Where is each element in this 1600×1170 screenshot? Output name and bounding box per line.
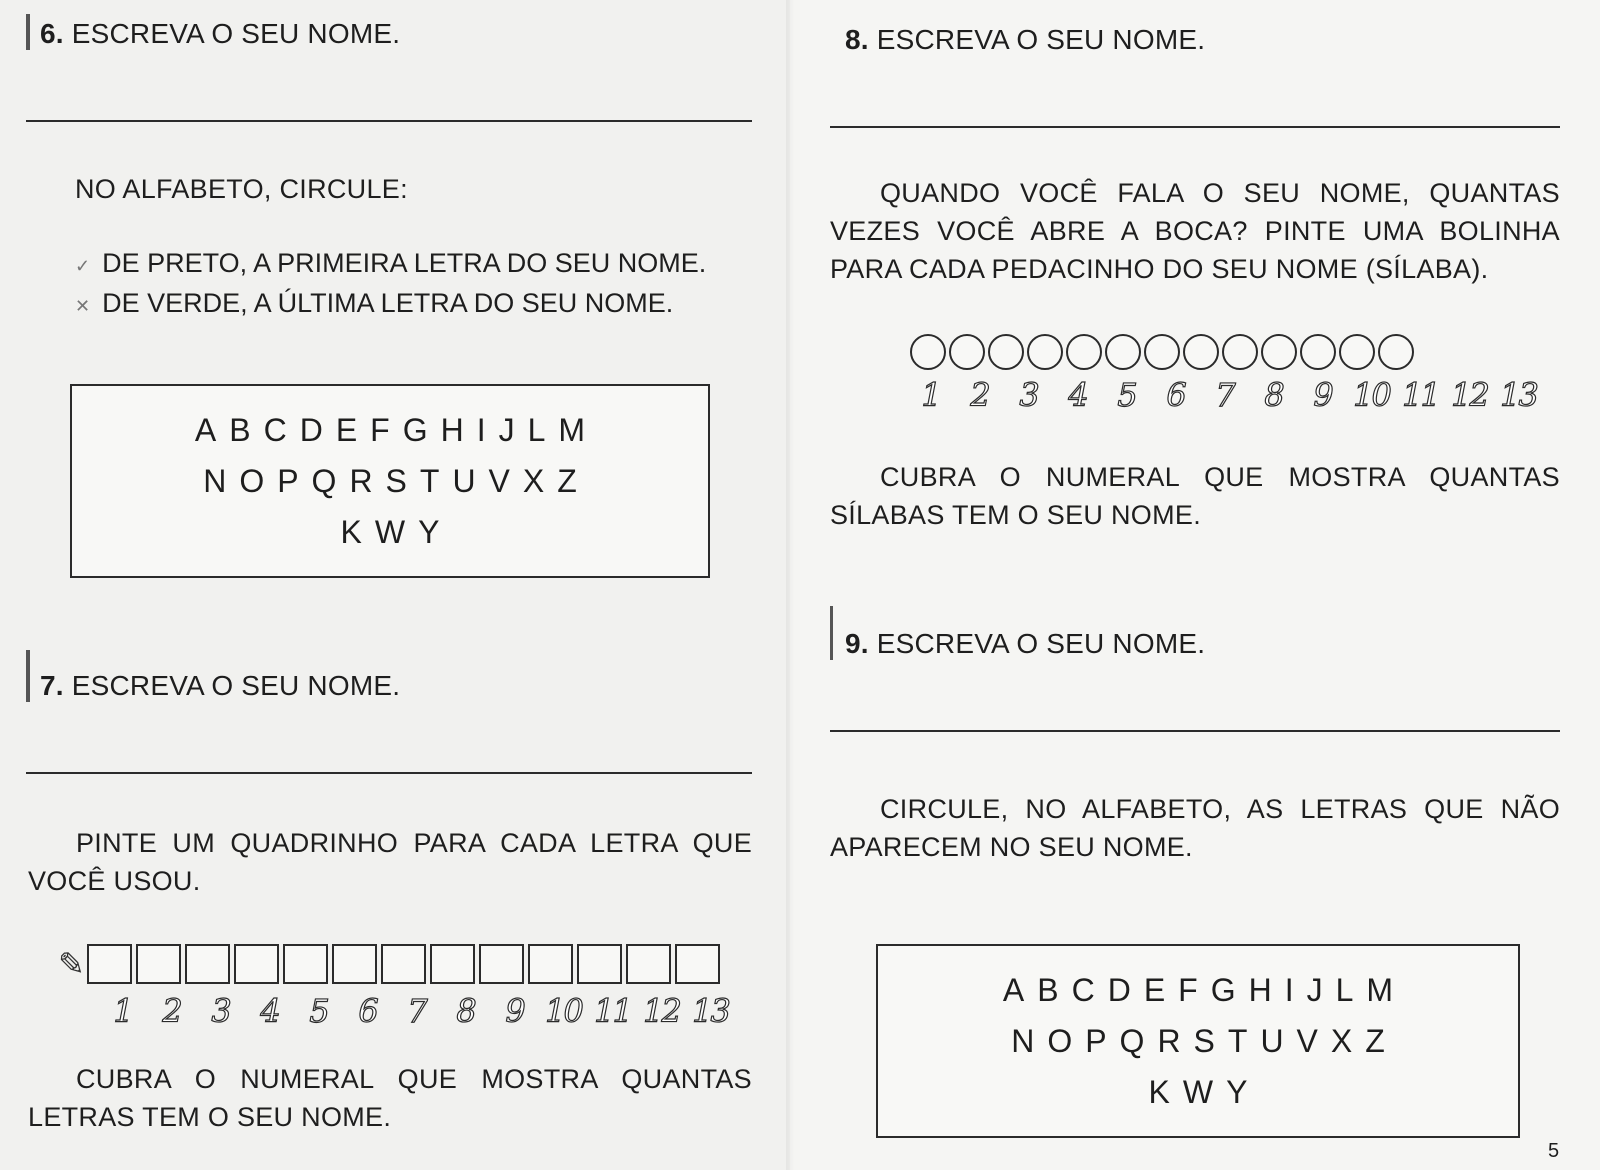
scan-mark	[26, 14, 30, 50]
syllable-circle[interactable]	[949, 334, 985, 370]
bullet-first-letter	[75, 248, 706, 279]
numeral-4[interactable]: 4	[1068, 376, 1087, 414]
numeral-8[interactable]: 8	[456, 992, 475, 1030]
numeral-6[interactable]: 6	[358, 992, 377, 1030]
letter-squares	[87, 944, 720, 984]
numeral-10[interactable]: 10	[1353, 376, 1390, 414]
pencil-icon: ✎	[58, 946, 85, 982]
letter-square[interactable]	[332, 944, 377, 984]
letter-square[interactable]	[479, 944, 524, 984]
scan-mark	[830, 606, 833, 660]
exercise-6-number: 6.	[40, 18, 64, 49]
letter-square[interactable]	[626, 944, 671, 984]
letter-square[interactable]	[528, 944, 573, 984]
syllable-circle[interactable]	[1144, 334, 1180, 370]
alphabet-box-9	[876, 944, 1520, 1138]
letter-squares-row	[58, 944, 720, 984]
letter-square[interactable]	[234, 944, 279, 984]
syllable-circle[interactable]	[910, 334, 946, 370]
bullet-icon: ✕	[75, 296, 91, 316]
alphabet-row-2[interactable]: NOPQRSTUVXZ	[1011, 1022, 1398, 1059]
syllable-circle[interactable]	[1300, 334, 1336, 370]
numeral-9[interactable]: 9	[505, 992, 524, 1030]
exercise-9-instruction: CIRCULE, NO ALFABETO, AS LETRAS QUE NÃO APARECEM NO SEU NOME.	[830, 794, 1560, 862]
syllable-circle[interactable]	[988, 334, 1024, 370]
scan-mark	[26, 650, 30, 702]
numeral-1[interactable]: 1	[113, 992, 132, 1030]
numeral-6[interactable]: 6	[1166, 376, 1185, 414]
syllable-circle[interactable]	[1066, 334, 1102, 370]
numeral-7[interactable]: 7	[1215, 376, 1234, 414]
page-fold	[786, 0, 794, 1170]
numeral-11[interactable]: 11	[594, 992, 631, 1030]
numeral-12[interactable]: 12	[1451, 376, 1488, 414]
syllable-circle[interactable]	[1183, 334, 1219, 370]
numeral-2[interactable]: 2	[162, 992, 181, 1030]
syllable-circle[interactable]	[1027, 334, 1063, 370]
alphabet-row-3[interactable]: KWY	[1148, 1073, 1261, 1110]
exercise-9-number: 9.	[845, 628, 869, 659]
numeral-2[interactable]: 2	[970, 376, 989, 414]
exercise-8-instruction: QUANDO VOCÊ FALA O SEU NOME, QUANTAS VEZES VOCÊ ABRE A BOCA? PINTE UMA BOLINHA PARA CADA PEDACINHO DO SEU NOME (SÍLABA).	[830, 178, 1560, 284]
letter-square[interactable]	[381, 944, 426, 984]
exercise-8-cover-instruction: CUBRA O NUMERAL QUE MOSTRA QUANTAS SÍLABAS TEM O SEU NOME.	[830, 462, 1560, 530]
exercise-6-instruction: NO ALFABETO, CIRCULE:	[75, 174, 408, 204]
alphabet-row-3[interactable]: KWY	[340, 513, 453, 550]
bullet-first-letter-text: DE PRETO, A PRIMEIRA LETRA DO SEU NOME.	[102, 248, 707, 278]
exercise-8-title: ESCREVA O SEU NOME.	[876, 24, 1206, 55]
exercise-8-number: 8.	[845, 24, 869, 55]
syllable-circle[interactable]	[1261, 334, 1297, 370]
letter-square[interactable]	[430, 944, 475, 984]
numeral-11[interactable]: 11	[1402, 376, 1439, 414]
exercise-6-title: ESCREVA O SEU NOME.	[71, 18, 401, 49]
numeral-9[interactable]: 9	[1313, 376, 1332, 414]
exercise-7-heading	[40, 670, 400, 702]
bullet-last-letter	[75, 288, 673, 319]
syllable-circle[interactable]	[1378, 334, 1414, 370]
exercise-7-number: 7.	[40, 670, 64, 701]
alphabet-row-1[interactable]: ABCDEFGHIJLM	[194, 411, 599, 448]
letter-square[interactable]	[136, 944, 181, 984]
letter-square[interactable]	[87, 944, 132, 984]
letter-square[interactable]	[675, 944, 720, 984]
exercise-7-title: ESCREVA O SEU NOME.	[71, 670, 401, 701]
numeral-3[interactable]: 3	[1019, 376, 1038, 414]
alphabet-row-2[interactable]: NOPQRSTUVXZ	[203, 462, 590, 499]
letter-square[interactable]	[283, 944, 328, 984]
page-number: 5	[1548, 1140, 1560, 1162]
letter-square[interactable]	[185, 944, 230, 984]
syllable-numerals	[906, 376, 1543, 414]
alphabet-box-6	[70, 384, 710, 578]
syllable-circle[interactable]	[1339, 334, 1375, 370]
numeral-4[interactable]: 4	[260, 992, 279, 1030]
exercise-9-heading	[845, 628, 1205, 660]
numeral-10[interactable]: 10	[545, 992, 582, 1030]
alphabet-row-1[interactable]: ABCDEFGHIJLM	[1002, 971, 1407, 1008]
numeral-13[interactable]: 13	[1500, 376, 1537, 414]
numeral-5[interactable]: 5	[309, 992, 328, 1030]
exercise-6-heading	[40, 18, 400, 50]
exercise-7-cover-instruction: CUBRA O NUMERAL QUE MOSTRA QUANTAS LETRAS TEM O SEU NOME.	[28, 1064, 752, 1132]
numeral-7[interactable]: 7	[407, 992, 426, 1030]
exercise-8-heading	[845, 24, 1205, 56]
exercise-9-title: ESCREVA O SEU NOME.	[876, 628, 1206, 659]
name-write-line-8[interactable]	[830, 126, 1560, 128]
numeral-8[interactable]: 8	[1264, 376, 1283, 414]
name-write-line-9[interactable]	[830, 730, 1560, 732]
numeral-1[interactable]: 1	[921, 376, 940, 414]
bullet-last-letter-text: DE VERDE, A ÚLTIMA LETRA DO SEU NOME.	[102, 288, 674, 318]
syllable-circle[interactable]	[1105, 334, 1141, 370]
letter-numerals	[98, 992, 735, 1030]
exercise-7-instruction: PINTE UM QUADRINHO PARA CADA LETRA QUE VOCÊ USOU.	[28, 828, 752, 896]
letter-square[interactable]	[577, 944, 622, 984]
numeral-5[interactable]: 5	[1117, 376, 1136, 414]
name-write-line-7[interactable]	[26, 772, 752, 774]
numeral-13[interactable]: 13	[692, 992, 729, 1030]
syllable-circles	[910, 334, 1414, 370]
name-write-line-6[interactable]	[26, 120, 752, 122]
syllable-circle[interactable]	[1222, 334, 1258, 370]
bullet-icon: ✓	[75, 256, 91, 276]
numeral-12[interactable]: 12	[643, 992, 680, 1030]
numeral-3[interactable]: 3	[211, 992, 230, 1030]
